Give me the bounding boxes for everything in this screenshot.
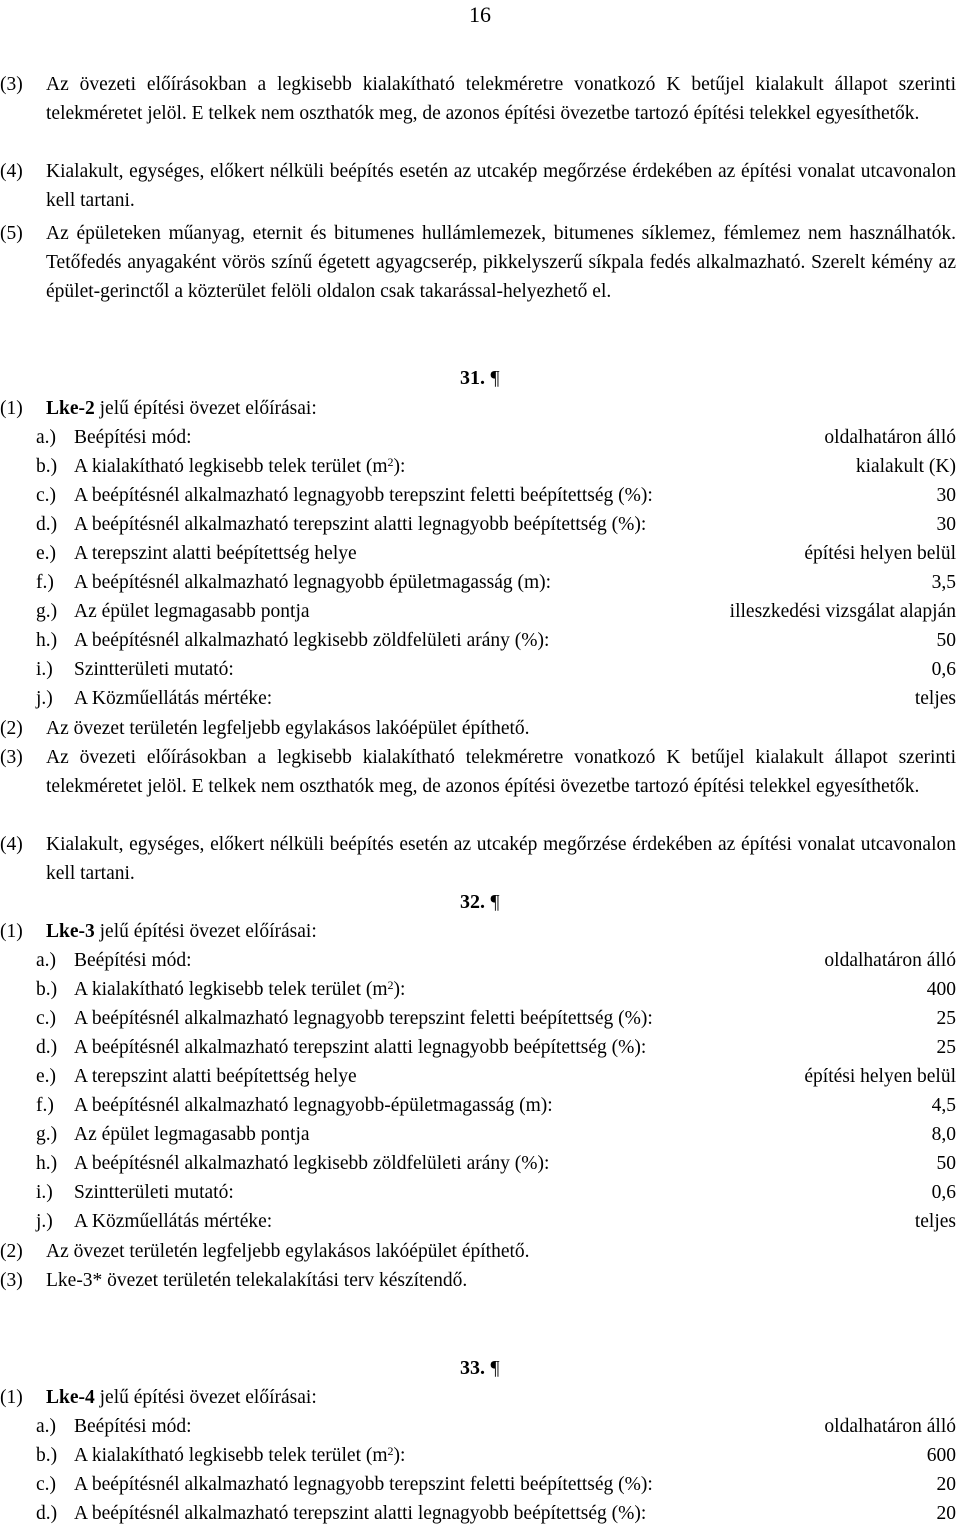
item-label: c.) <box>36 485 57 506</box>
item-label: a.) <box>36 1416 57 1437</box>
item-value: 30 <box>936 514 956 535</box>
section-32-intro <box>0 917 956 946</box>
section-marker: ¶ <box>490 1357 500 1379</box>
paragraph-text: Az épületeken műanyag, eternit és bitumenes hullámlemezek, bitumenes síklemez, fémlemez nem használhatók. Tetőfedés anyagaként vörös színű égetett agyagcserép, pikkelyszerű síkpala fedés alkalmazható. Szerelt kémény az épület-gerinctől a közterület felöli oldalon csak takarással-helyezhető el. <box>46 223 956 302</box>
item-text: A beépítésnél alkalmazható legnagyobb épületmagasság (m): <box>74 572 552 593</box>
paragraph-label: (3) <box>0 747 23 768</box>
item-value: oldalhatáron álló <box>824 1416 956 1437</box>
requirement-item <box>36 1470 956 1499</box>
item-label: a.) <box>36 950 57 971</box>
item-label: e.) <box>36 1066 57 1087</box>
item-text: A terepszint alatti beépítettség helye <box>74 543 357 564</box>
requirement-item <box>36 1062 956 1091</box>
item-text: A terepszint alatti beépítettség helye <box>74 1066 357 1087</box>
section-31-paragraph-3 <box>0 743 956 801</box>
requirement-item <box>36 1004 956 1033</box>
requirement-item <box>36 975 956 1004</box>
item-text-post: ): <box>393 1445 406 1466</box>
item-text: A beépítésnél alkalmazható terepszint alatti legnagyobb beépítettség (%): <box>74 1503 647 1524</box>
item-text-post: ): <box>393 456 406 477</box>
zone-code: Lke-3 <box>46 921 95 942</box>
section-31-paragraph-2 <box>0 714 956 743</box>
item-text: Beépítési mód: <box>74 427 192 448</box>
requirement-item <box>36 1091 956 1120</box>
item-value: 0,6 <box>931 659 956 680</box>
paragraph-text: Kialakult, egységes, előkert nélküli beépítés esetén az utcakép megőrzése érdekében az építési vonalat utcavonalon kell tartani. <box>46 161 956 211</box>
section-number: 32. <box>460 891 485 913</box>
requirement-item <box>36 1149 956 1178</box>
section-32-heading <box>0 888 960 917</box>
item-text-pre: A kialakítható legkisebb telek terület (m <box>74 979 388 1000</box>
requirement-item <box>36 1499 956 1528</box>
item-value: 25 <box>936 1008 956 1029</box>
item-label: j.) <box>36 1211 53 1232</box>
item-value: 3,5 <box>931 572 956 593</box>
intro-label: (1) <box>0 398 23 419</box>
item-text: A Közműellátás mértéke: <box>74 1211 273 1232</box>
item-label: i.) <box>36 1182 53 1203</box>
intro-text: jelű építési övezet előírásai: <box>99 921 317 942</box>
item-text: A beépítésnél alkalmazható legkisebb zöldfelületi arány (%): <box>74 630 550 651</box>
item-text: Az épület legmagasabb pontja <box>74 1124 310 1145</box>
item-label: a.) <box>36 427 57 448</box>
zone-code: Lke-4 <box>46 1387 95 1408</box>
section-31-heading <box>0 364 960 393</box>
item-text: Az épület legmagasabb pontja <box>74 601 310 622</box>
item-value: 400 <box>926 979 956 1000</box>
item-label: g.) <box>36 1124 58 1145</box>
item-label: j.) <box>36 688 53 709</box>
item-superscript: 2 <box>387 455 394 469</box>
item-value: 50 <box>936 630 956 651</box>
zone-code: Lke-2 <box>46 398 95 419</box>
section-32-paragraph-2 <box>0 1237 956 1266</box>
requirement-item <box>36 1441 956 1470</box>
item-label: f.) <box>36 1095 54 1116</box>
section-number: 33. <box>460 1357 485 1379</box>
paragraph-text: Az övezet területén legfeljebb egylakásos lakóépület építhető. <box>46 1241 530 1262</box>
item-value: oldalhatáron álló <box>824 427 956 448</box>
intro-label: (1) <box>0 1387 23 1408</box>
item-text: A beépítésnél alkalmazható legnagyobb terepszint feletti beépítettség (%): <box>74 1008 653 1029</box>
item-label: h.) <box>36 1153 58 1174</box>
item-value: 20 <box>936 1474 956 1495</box>
item-text: A Közműellátás mértéke: <box>74 688 273 709</box>
item-value: 0,6 <box>931 1182 956 1203</box>
section-33-intro <box>0 1383 956 1412</box>
requirement-item <box>36 684 956 713</box>
item-superscript: 2 <box>387 978 394 992</box>
requirement-item <box>36 1033 956 1062</box>
item-text-post: ): <box>393 979 406 1000</box>
item-text: A beépítésnél alkalmazható legnagyobb-épületmagasság (m): <box>74 1095 553 1116</box>
item-value: 30 <box>936 485 956 506</box>
item-text <box>74 452 405 481</box>
item-text: A beépítésnél alkalmazható legnagyobb terepszint feletti beépítettség (%): <box>74 485 653 506</box>
requirement-item <box>36 1120 956 1149</box>
page-number: 16 <box>469 2 491 27</box>
intro-text: jelű építési övezet előírásai: <box>99 1387 317 1408</box>
item-text: Beépítési mód: <box>74 950 192 971</box>
paragraph-label: (2) <box>0 718 23 739</box>
item-label: h.) <box>36 630 58 651</box>
section-33-heading <box>0 1354 960 1383</box>
paragraph-label: (3) <box>0 74 23 95</box>
requirement-item <box>36 568 956 597</box>
section-marker: ¶ <box>490 367 500 389</box>
paragraph-label: (4) <box>0 161 23 182</box>
item-label: e.) <box>36 543 57 564</box>
paragraph-4 <box>0 157 956 215</box>
item-value: 4,5 <box>931 1095 956 1116</box>
item-label: g.) <box>36 601 58 622</box>
section-32-paragraph-3 <box>0 1266 956 1295</box>
paragraph-text: Lke-3* övezet területén telekalakítási terv készítendő. <box>46 1270 468 1291</box>
paragraph-3 <box>0 70 956 128</box>
paragraph-label: (2) <box>0 1241 23 1262</box>
intro-label: (1) <box>0 921 23 942</box>
item-text: Szintterületi mutató: <box>74 1182 234 1203</box>
paragraph-5 <box>0 219 956 306</box>
section-number: 31. <box>460 367 485 389</box>
section-31-paragraph-4 <box>0 830 956 888</box>
item-label: c.) <box>36 1008 57 1029</box>
item-label: i.) <box>36 659 53 680</box>
item-value: építési helyen belül <box>804 543 956 564</box>
paragraph-text: Az övezet területén legfeljebb egylakásos lakóépület építhető. <box>46 718 530 739</box>
item-value: kialakult (K) <box>855 456 956 477</box>
item-value: 25 <box>936 1037 956 1058</box>
item-text-pre: A kialakítható legkisebb telek terület (m <box>74 1445 388 1466</box>
item-value: 600 <box>926 1445 956 1466</box>
item-superscript: 2 <box>387 1444 394 1458</box>
requirement-item <box>36 481 956 510</box>
paragraph-label: (5) <box>0 223 23 244</box>
item-label: d.) <box>36 514 58 535</box>
item-value: 8,0 <box>931 1124 956 1145</box>
paragraph-label: (3) <box>0 1270 23 1291</box>
requirement-item <box>36 946 956 975</box>
requirement-item <box>36 510 956 539</box>
item-text <box>74 1441 405 1470</box>
item-label: d.) <box>36 1037 58 1058</box>
item-text: A beépítésnél alkalmazható legnagyobb terepszint feletti beépítettség (%): <box>74 1474 653 1495</box>
requirement-item <box>36 1178 956 1207</box>
requirement-item <box>36 597 956 626</box>
section-marker: ¶ <box>490 891 500 913</box>
section-31-intro <box>0 394 956 423</box>
item-label: c.) <box>36 1474 57 1495</box>
requirement-item <box>36 655 956 684</box>
item-text: Beépítési mód: <box>74 1416 192 1437</box>
item-value: 50 <box>936 1153 956 1174</box>
paragraph-label: (4) <box>0 834 23 855</box>
paragraph-text: Kialakult, egységes, előkert nélküli beépítés esetén az utcakép megőrzése érdekében az építési vonalat utcavonalon kell tartani. <box>46 834 956 884</box>
intro-text: jelű építési övezet előírásai: <box>99 398 317 419</box>
item-label: b.) <box>36 456 58 477</box>
item-label: f.) <box>36 572 54 593</box>
item-text: A beépítésnél alkalmazható legkisebb zöldfelületi arány (%): <box>74 1153 550 1174</box>
requirement-item <box>36 452 956 481</box>
item-text <box>74 975 405 1004</box>
item-text: A beépítésnél alkalmazható terepszint alatti legnagyobb beépítettség (%): <box>74 1037 647 1058</box>
requirement-item <box>36 1207 956 1236</box>
item-value: illeszkedési vizsgálat alapján <box>729 601 956 622</box>
item-text: Szintterületi mutató: <box>74 659 234 680</box>
item-value: teljes <box>914 688 956 709</box>
item-value: építési helyen belül <box>804 1066 956 1087</box>
requirement-item <box>36 539 956 568</box>
item-label: d.) <box>36 1503 58 1524</box>
item-label: b.) <box>36 979 58 1000</box>
item-text-pre: A kialakítható legkisebb telek terület (m <box>74 456 388 477</box>
requirement-item <box>36 423 956 452</box>
paragraph-text: Az övezeti előírásokban a legkisebb kialakítható telekméretre vonatkozó K betűjel kialakult állapot szerinti telekméretet jelöl. E telkek nem oszthatók meg, de azonos építési övezetbe tartozó építési telekkel egyesíthetők. <box>46 747 956 797</box>
requirement-item <box>36 1412 956 1441</box>
requirement-item <box>36 626 956 655</box>
item-value: 20 <box>936 1503 956 1524</box>
item-value: teljes <box>914 1211 956 1232</box>
item-label: b.) <box>36 1445 58 1466</box>
item-value: oldalhatáron álló <box>824 950 956 971</box>
item-text: A beépítésnél alkalmazható terepszint alatti legnagyobb beépítettség (%): <box>74 514 647 535</box>
paragraph-text: Az övezeti előírásokban a legkisebb kialakítható telekméretre vonatkozó K betűjel kialakult állapot szerinti telekméretet jelöl. E telkek nem oszthatók meg, de azonos építési övezetbe tartozó építési telekkel egyesíthetők. <box>46 74 956 124</box>
